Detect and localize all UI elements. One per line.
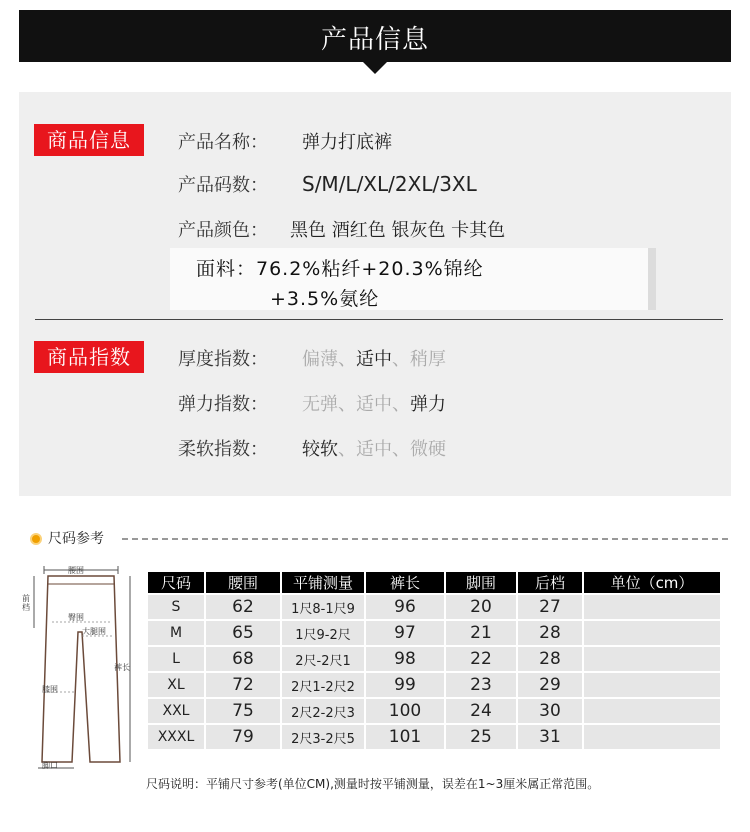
table-cell: 28	[517, 620, 583, 646]
header-arrow-decoration	[361, 60, 389, 74]
size-table-body	[147, 594, 721, 750]
table-cell: XXL	[147, 698, 205, 724]
table-cell: 2尺2-2尺3	[281, 698, 365, 724]
index-option: 较软	[302, 439, 338, 460]
table-cell: 97	[365, 620, 445, 646]
page-header	[19, 10, 731, 62]
index-option: 弹力	[410, 394, 446, 415]
table-cell: 29	[517, 672, 583, 698]
table-cell: 22	[445, 646, 517, 672]
index-separator: 、	[392, 349, 410, 370]
index-separator: 、	[392, 439, 410, 460]
table-cell: 101	[365, 724, 445, 750]
section-divider	[35, 319, 723, 320]
table-cell: 31	[517, 724, 583, 750]
product-color-label: 产品颜色：	[178, 220, 268, 241]
index-row-label: 弹力指数：	[178, 394, 268, 415]
table-cell: 1尺8-1尺9	[281, 594, 365, 620]
table-cell	[583, 620, 721, 646]
material-line-1: 面料：76.2%粘纤+20.3%锦纶	[196, 258, 484, 280]
table-cell: 27	[517, 594, 583, 620]
material-box	[170, 248, 652, 310]
size-table	[146, 570, 722, 751]
product-color-value: 黑色 酒红色 银灰色 卡其色	[290, 220, 506, 241]
table-cell: 65	[205, 620, 281, 646]
diagram-label-hip: 臀围	[68, 613, 84, 622]
table-cell	[583, 672, 721, 698]
product-size-value: S/M/L/XL/2XL/3XL	[302, 172, 477, 196]
material-box-edge	[648, 248, 656, 310]
pants-diagram	[22, 562, 138, 774]
index-row	[178, 435, 446, 461]
table-cell: 68	[205, 646, 281, 672]
size-table-header-cell: 后档	[517, 571, 583, 594]
table-cell: 21	[445, 620, 517, 646]
size-table-header-cell: 腰围	[205, 571, 281, 594]
size-table-header-cell: 脚围	[445, 571, 517, 594]
index-row-label: 柔软指数：	[178, 439, 268, 460]
material-line-2: +3.5%氨纶	[270, 288, 380, 310]
product-color-row	[178, 216, 505, 242]
product-size-label: 产品码数：	[178, 175, 268, 196]
product-index-badge: 商品指数	[34, 341, 144, 373]
table-cell: XL	[147, 672, 205, 698]
table-row	[147, 620, 721, 646]
table-cell: 98	[365, 646, 445, 672]
size-table-header-cell: 尺码	[147, 571, 205, 594]
index-option: 适中	[356, 349, 392, 370]
table-cell: 28	[517, 646, 583, 672]
diagram-label-hem: 脚口	[42, 761, 58, 770]
product-name-row	[178, 128, 392, 154]
table-cell: XXXL	[147, 724, 205, 750]
bullet-icon	[30, 533, 42, 545]
table-cell	[583, 724, 721, 750]
index-option: 偏薄	[302, 349, 338, 370]
table-cell: L	[147, 646, 205, 672]
index-separator: 、	[338, 349, 356, 370]
index-option: 无弹	[302, 394, 338, 415]
product-info-badge: 商品信息	[34, 124, 144, 156]
index-row	[178, 345, 446, 371]
size-note: 尺码说明：平铺尺寸参考(单位CM),测量时按平铺测量，误差在1~3厘米属正常范围。	[146, 777, 600, 791]
dashed-divider	[122, 538, 728, 540]
table-cell: M	[147, 620, 205, 646]
table-cell: 20	[445, 594, 517, 620]
size-chart-heading	[30, 528, 104, 548]
header-title: 产品信息	[320, 25, 429, 55]
table-row	[147, 594, 721, 620]
diagram-label-thigh: 大腿围	[82, 627, 106, 636]
index-separator: 、	[392, 394, 410, 415]
index-option: 稍厚	[410, 349, 446, 370]
size-table-header-cell: 平铺测量	[281, 571, 365, 594]
table-cell	[583, 698, 721, 724]
index-option: 微硬	[410, 439, 446, 460]
size-chart-heading-text: 尺码参考	[48, 531, 104, 547]
table-cell	[583, 646, 721, 672]
diagram-label-length: 裤长	[114, 663, 130, 672]
table-cell: 79	[205, 724, 281, 750]
table-cell: 23	[445, 672, 517, 698]
table-cell: 25	[445, 724, 517, 750]
table-cell: 75	[205, 698, 281, 724]
index-row	[178, 390, 446, 416]
table-row	[147, 724, 721, 750]
table-cell: 1尺9-2尺	[281, 620, 365, 646]
table-row	[147, 672, 721, 698]
size-table-header-cell: 裤长	[365, 571, 445, 594]
table-cell: 2尺-2尺1	[281, 646, 365, 672]
index-option: 适中	[356, 394, 392, 415]
table-cell: 24	[445, 698, 517, 724]
table-cell: S	[147, 594, 205, 620]
index-separator: 、	[338, 394, 356, 415]
product-name-label: 产品名称：	[178, 132, 268, 153]
diagram-label-front-rise: 前档	[22, 594, 30, 612]
product-size-row	[178, 171, 477, 197]
table-cell: 2尺3-2尺5	[281, 724, 365, 750]
index-row-label: 厚度指数：	[178, 349, 268, 370]
table-row	[147, 646, 721, 672]
table-cell	[583, 594, 721, 620]
index-separator: 、	[338, 439, 356, 460]
size-table-header	[147, 571, 721, 594]
table-cell: 62	[205, 594, 281, 620]
table-cell: 72	[205, 672, 281, 698]
product-name-value: 弹力打底裤	[302, 132, 392, 153]
diagram-label-waist: 腰围	[68, 566, 84, 575]
table-cell: 96	[365, 594, 445, 620]
table-row	[147, 698, 721, 724]
table-cell: 100	[365, 698, 445, 724]
size-table-header-cell: 单位（cm）	[583, 571, 721, 594]
table-cell: 99	[365, 672, 445, 698]
index-option: 适中	[356, 439, 392, 460]
table-cell: 2尺1-2尺2	[281, 672, 365, 698]
table-cell: 30	[517, 698, 583, 724]
diagram-label-knee: 膝围	[42, 685, 58, 694]
